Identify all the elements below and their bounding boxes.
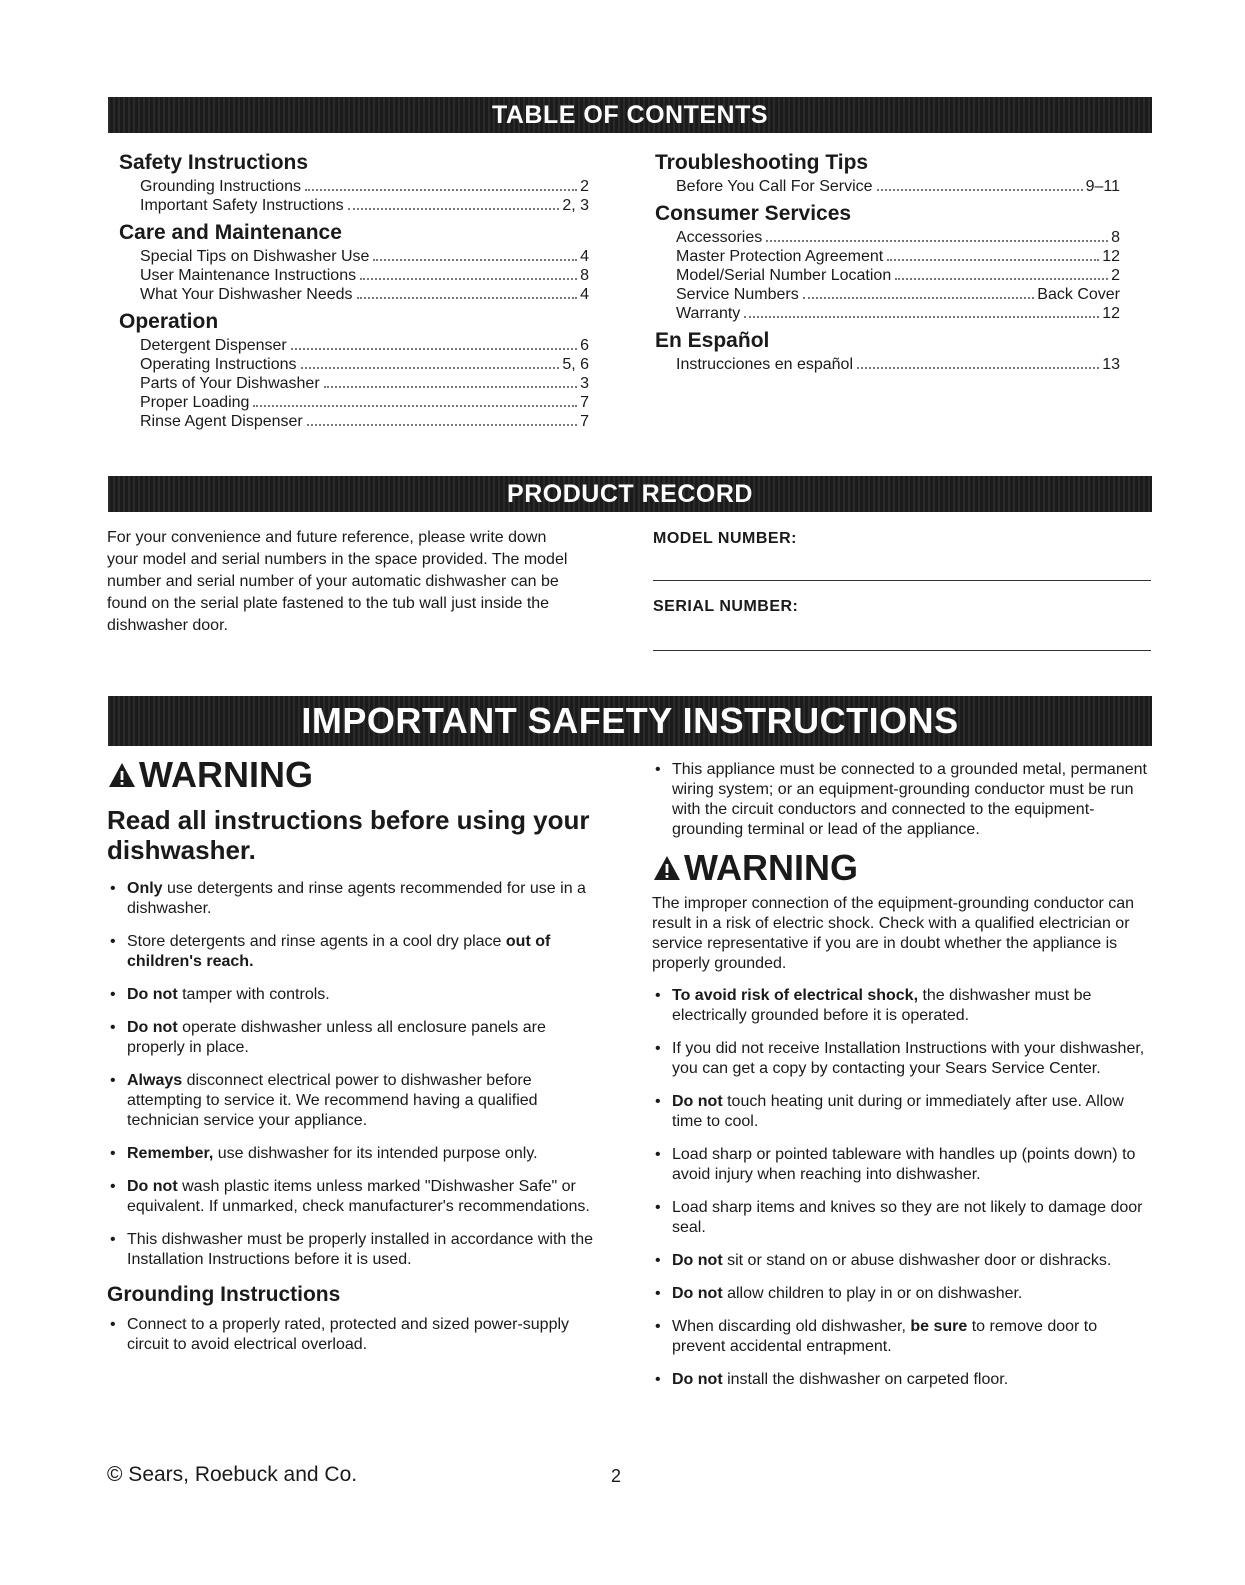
bullet-text: use detergents and rinse agents recommended for use in a dishwasher. — [127, 880, 586, 917]
toc-entry-title: Instrucciones en español — [676, 356, 853, 373]
bullet-bold-text: Do not — [672, 1093, 723, 1110]
toc-entry-title: Model/Serial Number Location — [676, 267, 892, 284]
list-item — [652, 1317, 1152, 1357]
toc-leader-dots — [253, 393, 577, 407]
toc-section — [655, 150, 1120, 196]
toc-left-column — [119, 150, 589, 436]
safety-left-column — [107, 755, 597, 1368]
toc-section — [119, 309, 589, 431]
bullet-text: sit or stand on or abuse dishwasher door or dishracks. — [722, 1252, 1112, 1269]
bullet-text: When discarding old dishwasher, — [672, 1318, 911, 1335]
toc-leader-dots — [324, 374, 577, 388]
list-item — [107, 1230, 597, 1270]
warning-triangle-icon — [107, 760, 137, 790]
toc-entry-page: 2 — [580, 178, 589, 195]
bullet-text: wash plastic items unless marked "Dishwasher Safe" or equivalent. If unmarked, check manufacturer's recommendations. — [127, 1178, 590, 1215]
toc-leader-dots — [766, 228, 1108, 242]
product-record-banner — [108, 476, 1152, 512]
toc-heading: Care and Maintenance — [119, 221, 342, 244]
list-item — [652, 1198, 1152, 1238]
list-item — [107, 932, 597, 972]
toc-entry-title: User Maintenance Instructions — [140, 267, 357, 284]
list-item — [652, 1039, 1152, 1079]
safety-right-column — [652, 760, 1152, 1403]
copyright: © Sears, Roebuck and Co. — [107, 1463, 358, 1486]
toc-leader-dots — [744, 304, 1099, 318]
toc-entry — [676, 304, 1120, 323]
toc-entry-title: Service Numbers — [676, 286, 799, 303]
toc-leader-dots — [373, 247, 577, 261]
toc-entry-page: 4 — [580, 248, 589, 265]
toc-entry — [676, 285, 1120, 304]
bullet-text: If you did not receive Installation Instructions with your dishwasher, you can get a copy by contacting your Sears Service Center. — [672, 1040, 1145, 1077]
toc-leader-dots — [301, 355, 560, 369]
toc-heading: Consumer Services — [655, 202, 852, 225]
toc-leader-dots — [877, 177, 1083, 191]
toc-entry-page: 13 — [1102, 356, 1120, 373]
read-instructions-heading: Read all instructions before using your dishwasher. — [107, 805, 590, 865]
toc-entry-title: Master Protection Agreement — [676, 248, 884, 265]
list-item — [652, 986, 1152, 1026]
toc-entry-page: 7 — [580, 394, 589, 411]
bullet-text: install the dishwasher on carpeted floor. — [722, 1371, 1009, 1388]
bullet-text: Connect to a properly rated, protected and sized power-supply circuit to avoid electrical overload. — [127, 1316, 570, 1353]
toc-heading: Safety Instructions — [119, 151, 309, 174]
toc-section — [119, 150, 589, 215]
toc-entry — [676, 177, 1120, 196]
toc-entry — [140, 393, 589, 412]
safety-right-bullets — [652, 986, 1152, 1390]
toc-entry-page: 12 — [1102, 248, 1120, 265]
warning-word-2: WARNING — [684, 847, 858, 888]
toc-banner — [108, 97, 1152, 133]
list-item — [107, 879, 597, 919]
toc-entry-title: What Your Dishwasher Needs — [140, 286, 353, 303]
toc-entry-page: 8 — [580, 267, 589, 284]
toc-entry — [676, 228, 1120, 247]
toc-leader-dots — [348, 196, 560, 210]
warning-title-2 — [652, 848, 1152, 888]
model-number-line — [653, 580, 1151, 581]
toc-entry-title: Operating Instructions — [140, 356, 297, 373]
list-item — [107, 1144, 597, 1164]
toc-entry — [676, 247, 1120, 266]
toc-entry-title: Detergent Dispenser — [140, 337, 287, 354]
bullet-text: This appliance must be connected to a grounded metal, permanent wiring system; or an equipment-grounding conductor must be run with the circuit conductors and connected to the equipment-grounding terminal or lead of the appliance. — [672, 761, 1147, 838]
bullet-bold-text: be sure — [910, 1318, 968, 1335]
toc-leader-dots — [305, 177, 577, 191]
toc-entry-title: Important Safety Instructions — [140, 197, 344, 214]
toc-entry — [140, 412, 589, 431]
warning-title — [107, 755, 597, 795]
list-item — [652, 1092, 1152, 1132]
grounding-bullets — [107, 1315, 597, 1355]
bullet-bold-text: Always — [127, 1072, 183, 1089]
toc-leader-dots — [360, 266, 577, 280]
list-item — [107, 985, 597, 1005]
bullet-text: Store detergents and rinse agents in a cool dry place — [127, 933, 506, 950]
list-item — [652, 760, 1152, 840]
toc-leader-dots — [895, 266, 1108, 280]
toc-leader-dots — [857, 355, 1099, 369]
toc-entry-title: Accessories — [676, 229, 763, 246]
safety-left-bullets — [107, 879, 597, 1270]
list-item — [652, 1251, 1152, 1271]
toc-entry — [140, 355, 589, 374]
bullet-text: the dishwasher must be electrically grounded before it is operated. — [672, 987, 1092, 1024]
model-number-label: MODEL NUMBER: — [653, 530, 797, 547]
toc-leader-dots — [887, 247, 1099, 261]
bullet-text: operate dishwasher unless all enclosure panels are properly in place. — [127, 1019, 546, 1056]
toc-entry — [140, 285, 589, 304]
bullet-text: allow children to play in or on dishwasher. — [722, 1285, 1023, 1302]
list-item — [652, 1370, 1152, 1390]
toc-section — [655, 201, 1120, 323]
toc-entry — [676, 266, 1120, 285]
toc-entry-page: 2, 3 — [562, 197, 589, 214]
toc-entry-title: Rinse Agent Dispenser — [140, 413, 303, 430]
warning-word: WARNING — [139, 754, 313, 795]
bullet-bold-text: Do not — [672, 1252, 723, 1269]
bullet-bold-text: Do not — [127, 1178, 178, 1195]
toc-entry — [676, 355, 1120, 374]
bullet-bold-text: Do not — [127, 1019, 178, 1036]
bullet-text: Load sharp or pointed tableware with handles up (points down) to avoid injury when reaching into dishwasher. — [672, 1146, 1136, 1183]
warning-triangle-icon — [652, 853, 682, 883]
toc-entry-title: Warranty — [676, 305, 741, 322]
toc-entry-page: 3 — [580, 375, 589, 392]
toc-entry-page: 8 — [1111, 229, 1120, 246]
toc-leader-dots — [307, 412, 577, 426]
list-item — [107, 1315, 597, 1355]
bullet-text: This dishwasher must be properly installed in accordance with the Installation Instructions before it is used. — [127, 1231, 594, 1268]
toc-entry-page: 2 — [1111, 267, 1120, 284]
toc-entry-page: 4 — [580, 286, 589, 303]
toc-entry-title: Grounding Instructions — [140, 178, 301, 195]
toc-leader-dots — [803, 285, 1035, 299]
grounding-warning-text: The improper connection of the equipment-grounding conductor can result in a risk of electric shock. Check with a qualified electrician or service representative if you are in doubt whether the appliance is properly grounded. — [652, 895, 1135, 972]
list-item — [107, 1018, 597, 1058]
toc-entry-page: 12 — [1102, 305, 1120, 322]
toc-entry — [140, 177, 589, 196]
toc-entry-page: 9–11 — [1085, 178, 1120, 195]
bullet-bold-text: Do not — [127, 986, 178, 1003]
toc-entry-page: 5, 6 — [562, 356, 589, 373]
toc-entry — [140, 266, 589, 285]
toc-entry-page: 6 — [580, 337, 589, 354]
toc-entry-page: 7 — [580, 413, 589, 430]
toc-entry-title: Proper Loading — [140, 394, 250, 411]
toc-banner-title: TABLE OF CONTENTS — [491, 101, 769, 129]
safety-banner-title: IMPORTANT SAFETY INSTRUCTIONS — [301, 700, 959, 741]
toc-entry — [140, 374, 589, 393]
list-item — [652, 1284, 1152, 1304]
bullet-bold-text: out of children's reach. — [127, 933, 551, 970]
bullet-bold-text: Only — [127, 880, 163, 897]
list-item — [652, 1145, 1152, 1185]
list-item — [107, 1177, 597, 1217]
toc-heading: Troubleshooting Tips — [655, 151, 869, 174]
toc-heading: Operation — [119, 310, 219, 333]
bullet-bold-text: Do not — [672, 1285, 723, 1302]
toc-leader-dots — [357, 285, 578, 299]
page-number: 2 — [611, 1466, 622, 1486]
product-record-text: For your convenience and future reference, please write down your model and serial numbers in the space provided. The model number and serial number of your automatic dishwasher can be found on the serial plate fastened to the tub wall just inside the dishwasher door. — [107, 529, 568, 634]
toc-entry-title: Special Tips on Dishwasher Use — [140, 248, 370, 265]
bullet-bold-text: Do not — [672, 1371, 723, 1388]
toc-entry — [140, 247, 589, 266]
safety-banner — [108, 696, 1152, 746]
bullet-text: use dishwasher for its intended purpose only. — [213, 1145, 538, 1162]
bullet-text: touch heating unit during or immediately after use. Allow time to cool. — [672, 1093, 1124, 1130]
toc-right-column — [655, 150, 1120, 379]
serial-number-line — [653, 650, 1151, 651]
toc-heading: En Español — [655, 329, 770, 352]
product-record-banner-title: PRODUCT RECORD — [507, 480, 753, 508]
bullet-text: disconnect electrical power to dishwasher before attempting to service it. We recommend having a qualified technician service your appliance. — [127, 1072, 538, 1129]
toc-leader-dots — [291, 336, 577, 350]
bullet-text: tamper with controls. — [177, 986, 330, 1003]
toc-entry — [140, 196, 589, 215]
bullet-bold-text: Remember, — [127, 1145, 214, 1162]
toc-entry-page: Back Cover — [1037, 286, 1120, 303]
toc-entry-title: Parts of Your Dishwasher — [140, 375, 320, 392]
toc-section — [655, 328, 1120, 374]
toc-section — [119, 220, 589, 304]
bullet-text: Load sharp items and knives so they are not likely to damage door seal. — [672, 1199, 1143, 1236]
toc-entry — [140, 336, 589, 355]
grounding-heading: Grounding Instructions — [107, 1283, 341, 1306]
list-item — [107, 1071, 597, 1131]
serial-number-label: SERIAL NUMBER: — [653, 598, 799, 615]
toc-entry-title: Before You Call For Service — [676, 178, 873, 195]
bullet-text: to remove door to prevent accidental entrapment. — [672, 1318, 1098, 1355]
bullet-bold-text: To avoid risk of electrical shock, — [672, 987, 919, 1004]
